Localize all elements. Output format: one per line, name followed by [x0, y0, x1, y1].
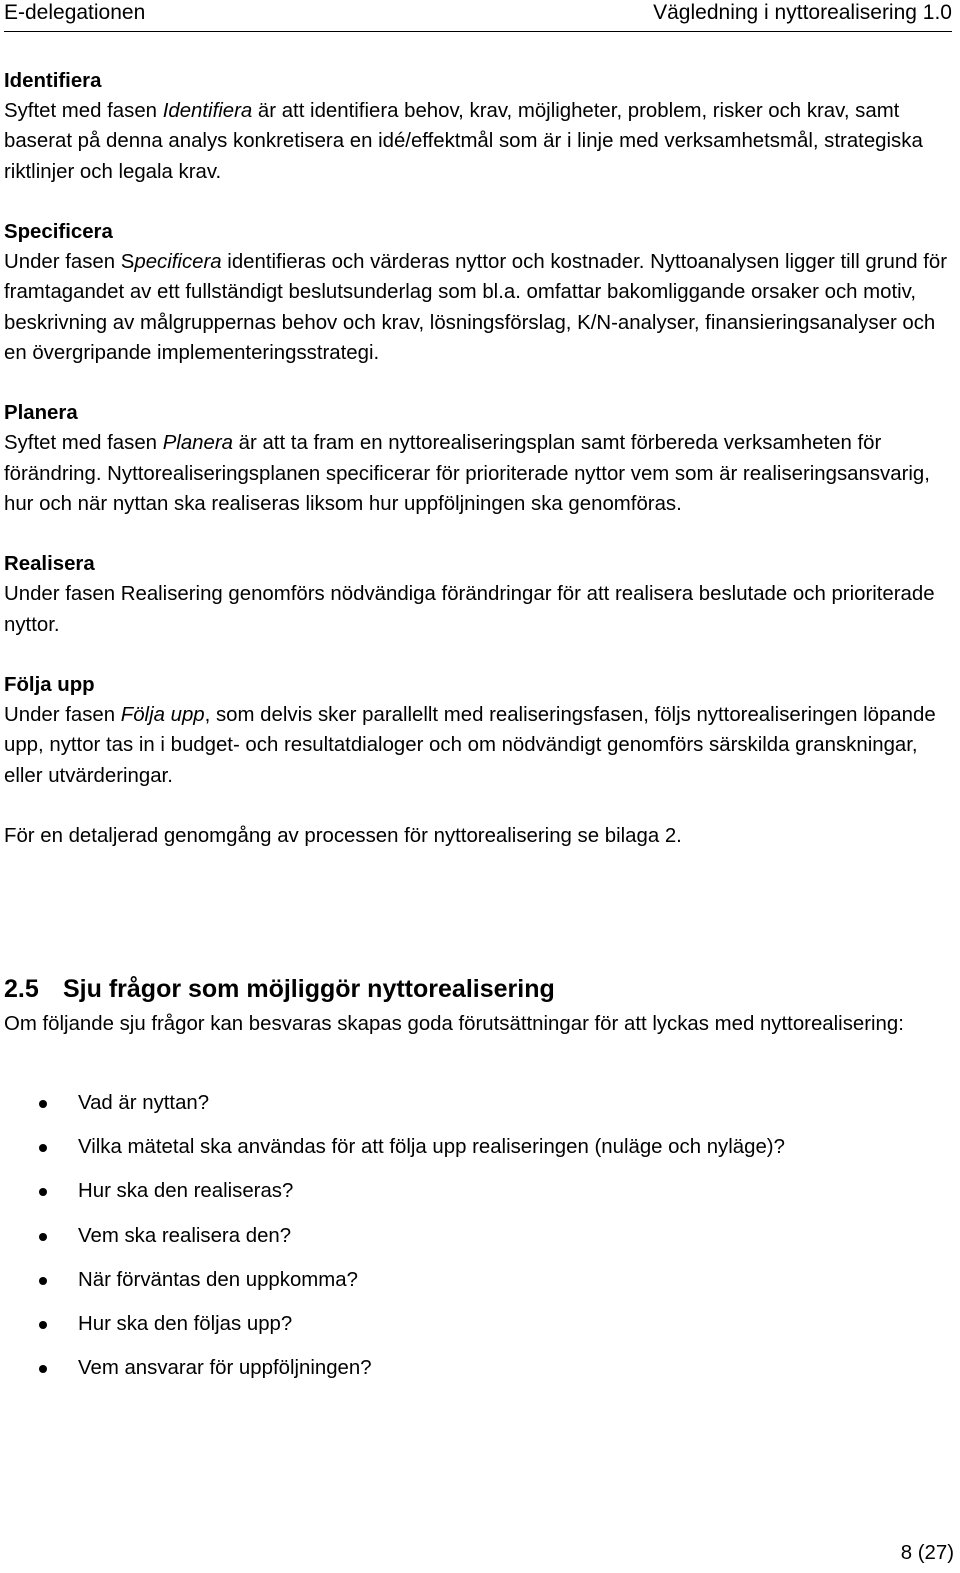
- section-body: Syftet med fasen Planera är att ta fram en nyttorealiseringsplan samt förbereda verksamheten för förändring. Nyttorealiseringsplanen specificerar för prioriterade nyttor vem som är realiseringsansvarig, hur och när nyttan ska realiseras liksom hur uppföljningen ska genomföras.: [4, 432, 930, 515]
- section-body: Under fasen Specificera identifieras och värderas nyttor och kostnader. Nyttoanalysen ligger till grund för framtagandet av ett fullständigt beslutsunderlag som bl.a. omfattar bakomliggande orsaker och motiv, beskrivning av målgruppernas behov och krav, lösningsförslag, K/N-analyser, finansieringsanalyser och en övergripande implementeringsstrategi.: [4, 251, 948, 364]
- section-heading: Identifiera: [4, 70, 102, 92]
- page-header: [4, 0, 952, 32]
- section-specificera: [4, 217, 954, 368]
- list-item: [0, 1265, 785, 1309]
- list-item: [0, 1353, 785, 1397]
- chapter-title: Sju frågor som möjliggör nyttorealisering: [63, 975, 555, 1003]
- bullet-icon: [39, 1233, 47, 1241]
- section-realisera: [4, 549, 954, 640]
- question-text: Hur ska den realiseras?: [78, 1180, 294, 1203]
- header-organization: E-delegationen: [4, 1, 146, 24]
- section-heading: Specificera: [4, 221, 113, 243]
- list-item: [0, 1132, 785, 1176]
- bullet-icon: [39, 1321, 47, 1329]
- list-item: [0, 1176, 785, 1220]
- section-body: Under fasen Följa upp, som delvis sker parallellt med realiseringsfasen, följs nyttorealiseringen löpande upp, nyttor tas in i budget- och resultatdialoger och om nödvändigt genomförs särskilda granskningar, eller utvärderingar.: [4, 704, 936, 787]
- questions-list: [0, 1088, 785, 1397]
- bullet-icon: [39, 1188, 47, 1196]
- header-document-title: Vägledning i nyttorealisering 1.0: [653, 1, 952, 24]
- list-item: [0, 1221, 785, 1265]
- question-text: Vilka mätetal ska användas för att följa upp realiseringen (nuläge och nyläge)?: [78, 1136, 785, 1159]
- question-text: Vem ansvarar för uppföljningen?: [78, 1357, 372, 1380]
- section-planera: [4, 398, 954, 519]
- section-heading: Följa upp: [4, 674, 95, 696]
- bullet-icon: [39, 1144, 47, 1152]
- page-number: 8 (27): [900, 1542, 954, 1564]
- section-body: Under fasen Realisering genomförs nödvändiga förändringar för att realisera beslutade och prioriterade nyttor.: [4, 583, 935, 636]
- list-item: [0, 1088, 785, 1132]
- section-identifiera: [4, 66, 954, 187]
- section-heading: Realisera: [4, 553, 95, 576]
- question-text: När förväntas den uppkomma?: [78, 1268, 358, 1291]
- phase-descriptions: [4, 66, 954, 851]
- bullet-icon: [39, 1277, 47, 1285]
- bullet-icon: [39, 1365, 47, 1373]
- intro-paragraph: Om följande sju frågor kan besvaras skapas goda förutsättningar för att lyckas med nyttorealisering:: [4, 1013, 904, 1035]
- question-text: Hur ska den följas upp?: [78, 1312, 293, 1335]
- chapter-number: 2.5: [4, 975, 39, 1003]
- section-body: Syftet med fasen Identifiera är att identifiera behov, krav, möjligheter, problem, risker och krav, samt baserat på denna analys konkretisera en idé/effektmål som är i linje med verksamhetsmål, strategiska riktlinjer och legala krav.: [4, 100, 923, 183]
- question-text: Vad är nyttan?: [78, 1092, 210, 1114]
- chapter-heading: [4, 972, 555, 1006]
- section-folja-upp: [4, 670, 954, 791]
- section-heading: Planera: [4, 402, 78, 425]
- bullet-icon: [39, 1100, 47, 1108]
- question-text: Vem ska realisera den?: [78, 1224, 292, 1247]
- list-item: [0, 1309, 785, 1353]
- closing-paragraph: För en detaljerad genomgång av processen för nyttorealisering se bilaga 2.: [4, 825, 682, 847]
